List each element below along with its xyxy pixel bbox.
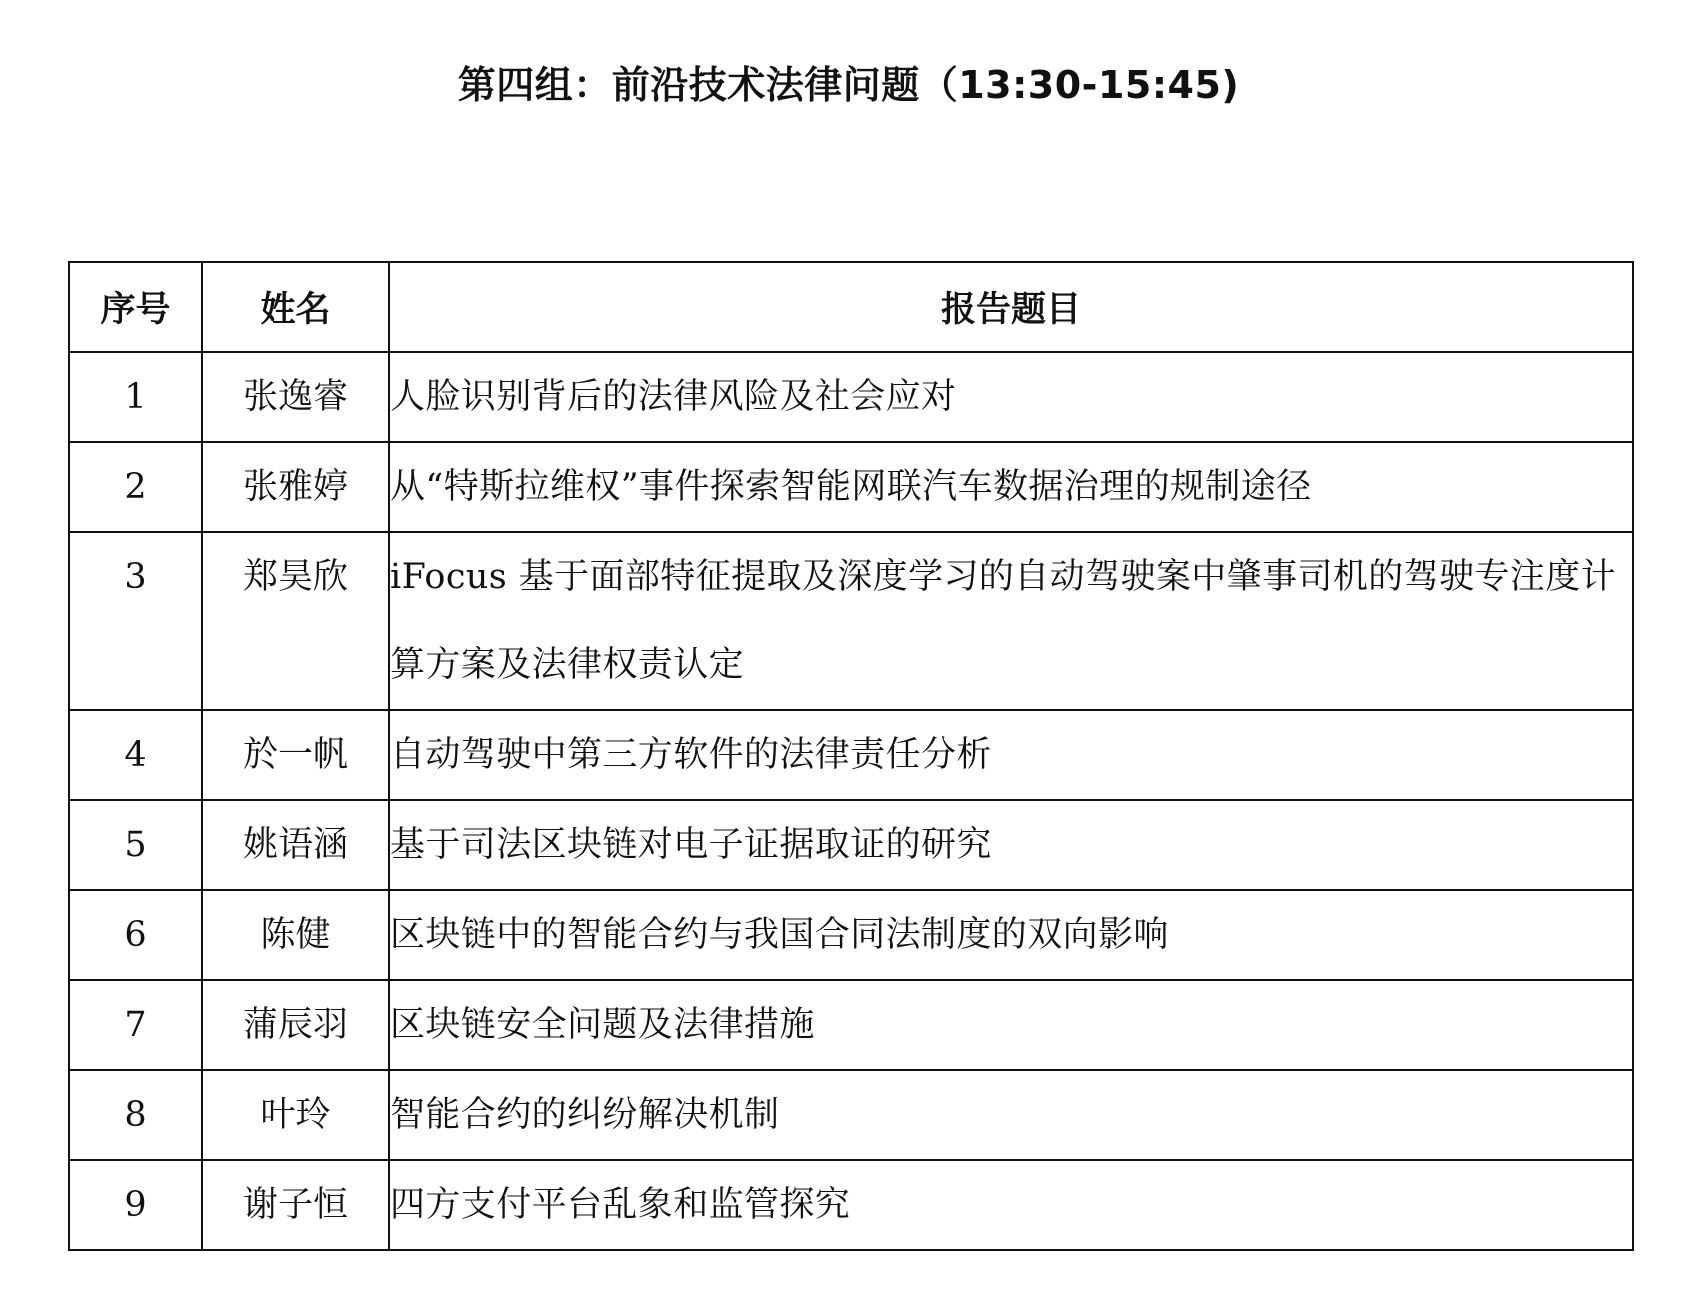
header-name: 姓名	[202, 262, 389, 352]
report-topic: 自动驾驶中第三方软件的法律责任分析	[389, 710, 1633, 800]
presenter-name: 张雅婷	[202, 442, 389, 532]
presenter-name: 姚语涵	[202, 800, 389, 890]
report-topic: 人脸识别背后的法律风险及社会应对	[389, 352, 1633, 442]
row-number: 8	[69, 1070, 202, 1160]
header-number: 序号	[69, 262, 202, 352]
table-row	[69, 890, 1633, 980]
row-number: 1	[69, 352, 202, 442]
schedule-table	[68, 261, 1634, 1251]
report-topic: 智能合约的纠纷解决机制	[389, 1070, 1633, 1160]
table-row	[69, 710, 1633, 800]
presenter-name: 谢子恒	[202, 1160, 389, 1250]
row-number: 3	[69, 532, 202, 710]
table-row	[69, 352, 1633, 442]
page-title: 第四组：前沿技术法律问题（13:30-15:45)	[457, 63, 1240, 107]
row-number: 4	[69, 710, 202, 800]
presenter-name: 於一帆	[202, 710, 389, 800]
row-number: 6	[69, 890, 202, 980]
table-row	[69, 1160, 1633, 1250]
row-number: 2	[69, 442, 202, 532]
presenter-name: 陈健	[202, 890, 389, 980]
report-topic: 基于司法区块链对电子证据取证的研究	[389, 800, 1633, 890]
table-row	[69, 442, 1633, 532]
header-row	[69, 262, 1633, 352]
presenter-name: 蒲辰羽	[202, 980, 389, 1070]
report-topic: 区块链中的智能合约与我国合同法制度的双向影响	[389, 890, 1633, 980]
table-row	[69, 980, 1633, 1070]
report-topic: 四方支付平台乱象和监管探究	[389, 1160, 1633, 1250]
row-number: 7	[69, 980, 202, 1070]
table-row	[69, 1070, 1633, 1160]
table-header	[69, 262, 1633, 352]
row-number: 5	[69, 800, 202, 890]
table-row	[69, 532, 1633, 710]
table-body	[69, 352, 1633, 1250]
row-number: 9	[69, 1160, 202, 1250]
presenter-name: 郑昊欣	[202, 532, 389, 710]
header-topic: 报告题目	[389, 262, 1633, 352]
presenter-name: 张逸睿	[202, 352, 389, 442]
table-row	[69, 800, 1633, 890]
presenter-name: 叶玲	[202, 1070, 389, 1160]
report-topic: 区块链安全问题及法律措施	[389, 980, 1633, 1070]
report-topic: 从“特斯拉维权”事件探索智能网联汽车数据治理的规制途径	[389, 442, 1633, 532]
report-topic: iFocus 基于面部特征提取及深度学习的自动驾驶案中肇事司机的驾驶专注度计算方案及法律权责认定	[389, 532, 1633, 710]
